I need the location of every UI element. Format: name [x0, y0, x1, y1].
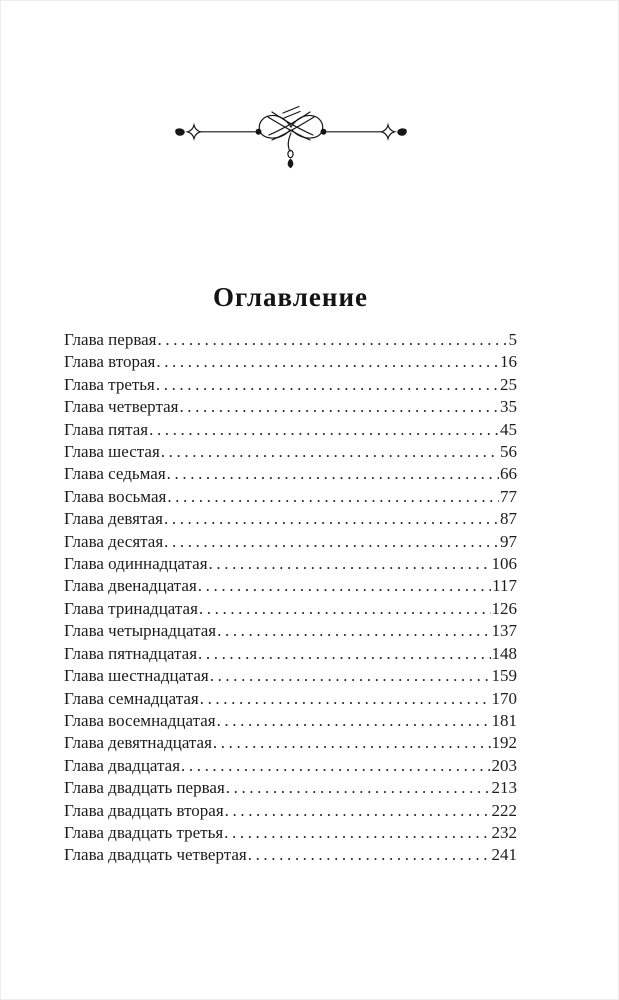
toc-entry-label: Глава тринадцатая — [64, 598, 198, 618]
toc-leader-dots — [225, 800, 491, 822]
toc-entry — [64, 329, 517, 351]
toc-leader-dots — [209, 553, 491, 575]
toc-entry — [64, 665, 517, 687]
toc-entry-page: 159 — [491, 666, 517, 686]
toc-entry-page: 181 — [491, 710, 517, 730]
toc-leader-dots — [164, 508, 499, 530]
toc-entry-label: Глава двадцать третья — [64, 822, 224, 842]
toc-entry-page: 66 — [500, 464, 517, 484]
toc-entry-label: Глава двадцать первая — [64, 778, 225, 798]
toc-leader-dots — [217, 710, 491, 732]
toc-entry — [64, 508, 517, 530]
toc-entry — [64, 419, 517, 441]
toc-entry-label: Глава двадцатая — [64, 755, 181, 775]
toc-leader-dots — [149, 419, 499, 441]
toc-entry-page: 117 — [492, 576, 517, 596]
toc-entry-page: 213 — [491, 778, 517, 798]
toc-entry — [64, 575, 517, 597]
toc-entry — [64, 486, 517, 508]
toc-entry-page: 97 — [500, 531, 517, 551]
toc-entry-label: Глава шестнадцатая — [64, 666, 209, 686]
toc-entry — [64, 553, 517, 575]
toc-entry-page: 222 — [491, 800, 517, 820]
toc-entry-page: 126 — [491, 598, 517, 618]
toc-entry-label: Глава пятая — [64, 419, 149, 439]
toc-entry-label: Глава одиннадцатая — [64, 554, 208, 574]
toc-entry-page: 35 — [500, 397, 517, 417]
toc-entry-label: Глава седьмая — [64, 464, 166, 484]
toc-entry-page: 77 — [500, 486, 517, 506]
toc-leader-dots — [198, 575, 491, 597]
toc-entry — [64, 374, 517, 396]
toc-entry-label: Глава десятая — [64, 531, 164, 551]
toc-entry-label: Глава восемнадцатая — [64, 710, 216, 730]
toc-entry — [64, 620, 517, 642]
toc-leader-dots — [161, 441, 499, 463]
toc-entry-page: 56 — [500, 442, 517, 462]
toc-entry — [64, 777, 517, 799]
toc-entry-label: Глава двадцать вторая — [64, 800, 224, 820]
toc-leader-dots — [224, 822, 490, 844]
toc-leader-dots — [179, 396, 499, 418]
toc-entry-page: 16 — [500, 352, 517, 372]
toc-leader-dots — [226, 777, 491, 799]
toc-leader-dots — [156, 374, 499, 396]
toc-entry-label: Глава четырнадцатая — [64, 621, 217, 641]
toc-leader-dots — [181, 755, 490, 777]
toc-leader-dots — [167, 463, 499, 485]
ornament-flourish-icon — [64, 0, 517, 172]
toc-leader-dots — [213, 732, 491, 754]
toc-entry-page: 5 — [508, 330, 517, 349]
toc-entry — [64, 441, 517, 463]
toc-leader-dots — [210, 665, 491, 687]
toc-leader-dots — [164, 531, 499, 553]
toc-entry-page: 232 — [491, 822, 517, 842]
toc-entry — [64, 463, 517, 485]
toc-entry — [64, 844, 517, 866]
toc-entry-label: Глава пятнадцатая — [64, 643, 198, 663]
toc-entry-page: 192 — [491, 733, 517, 753]
toc-entry-page: 203 — [491, 755, 517, 775]
toc-entry — [64, 351, 517, 373]
toc-entry — [64, 396, 517, 418]
toc-entry — [64, 710, 517, 732]
toc-entry — [64, 688, 517, 710]
toc-entry-label: Глава третья — [64, 374, 155, 394]
page-title: Оглавление — [213, 282, 368, 312]
toc-leader-dots — [156, 351, 499, 373]
toc-entry-label: Глава двадцать четвертая — [64, 845, 247, 865]
toc-entry-label: Глава девятая — [64, 509, 163, 529]
toc-entry — [64, 531, 517, 553]
toc-entry-label: Глава семнадцатая — [64, 688, 199, 708]
toc-entry — [64, 755, 517, 777]
toc-entry-label: Глава вторая — [64, 352, 156, 372]
toc-entry-page: 87 — [500, 509, 517, 529]
toc-entry — [64, 822, 517, 844]
toc-entry — [64, 800, 517, 822]
toc-leader-dots — [158, 329, 508, 351]
toc-entry-page: 241 — [491, 845, 517, 865]
toc-leader-dots — [167, 486, 499, 508]
toc-entry-label: Глава восьмая — [64, 486, 167, 506]
toc-entry-page: 106 — [491, 554, 517, 574]
table-of-contents — [64, 329, 517, 867]
toc-leader-dots — [199, 598, 491, 620]
toc-entry — [64, 643, 517, 665]
toc-entry-label: Глава первая — [64, 330, 157, 349]
toc-entry-page: 45 — [500, 419, 517, 439]
toc-entry-page: 25 — [500, 374, 517, 394]
toc-entry-page: 137 — [491, 621, 517, 641]
toc-leader-dots — [248, 844, 491, 866]
toc-entry-page: 148 — [491, 643, 517, 663]
toc-entry-label: Глава четвертая — [64, 397, 179, 417]
toc-leader-dots — [217, 620, 490, 642]
toc-entry-page: 170 — [491, 688, 517, 708]
toc-leader-dots — [200, 688, 491, 710]
toc-entry-label: Глава девятнадцатая — [64, 733, 212, 753]
toc-leader-dots — [198, 643, 490, 665]
toc-entry-label: Глава шестая — [64, 442, 160, 462]
toc-entry — [64, 598, 517, 620]
toc-entry-label: Глава двенадцатая — [64, 576, 197, 596]
toc-entry — [64, 732, 517, 754]
